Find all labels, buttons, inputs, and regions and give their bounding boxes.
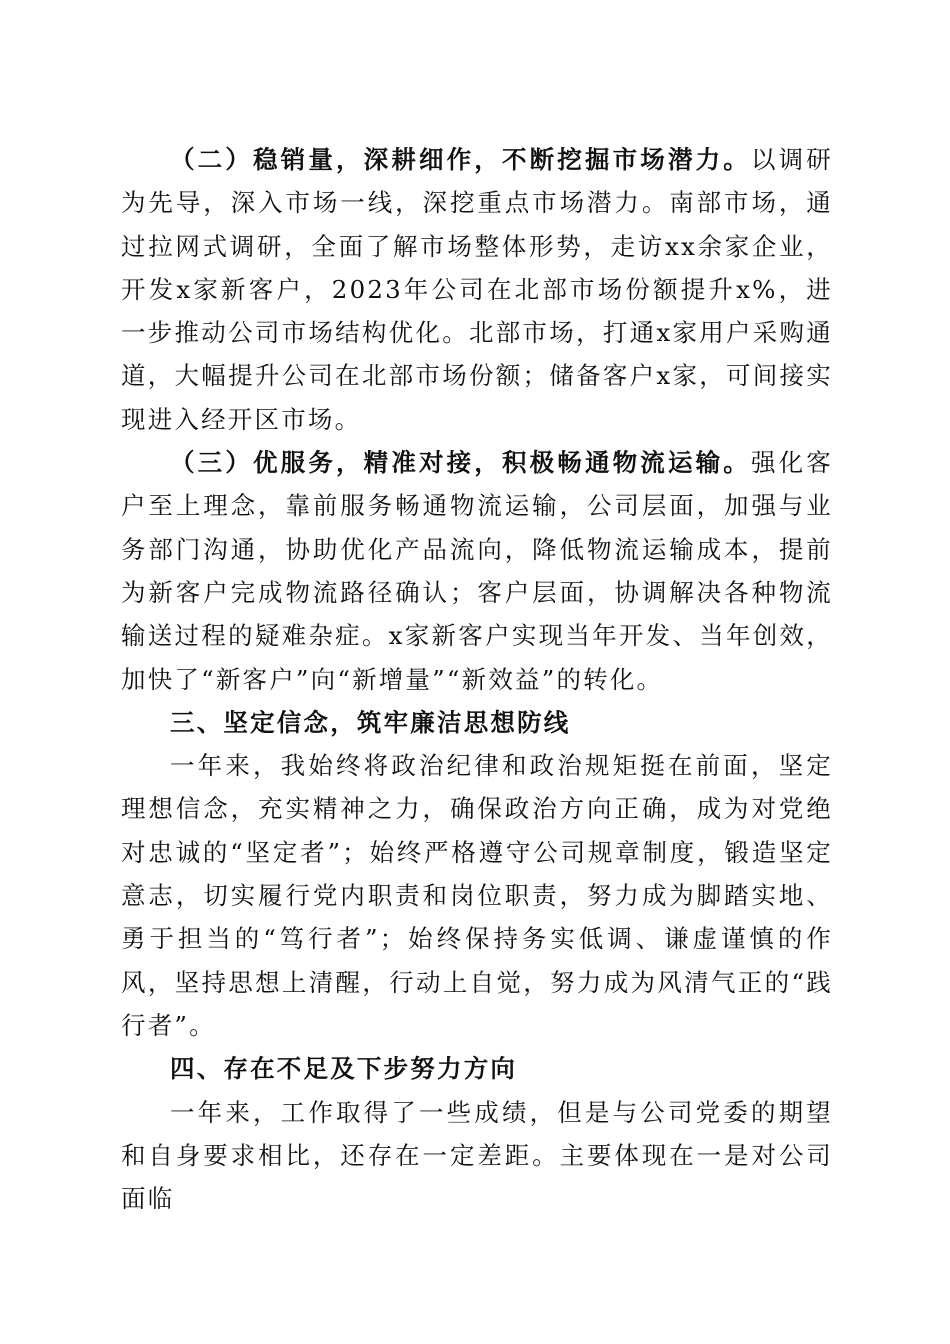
paragraph-firm-belief: 一年来，我始终将政治纪律和政治规矩挺在前面，坚定理想信念，充实精神之力，确保政治方向正确，成为对党绝对忠诚的“坚定者”；始终严格遵守公司规章制度，锻造坚定意志，切实履行党内职责和岗位职责，努力成为脚踏实地、勇于担当的“笃行者”；始终保持务实低调、谦虚谨慎的作风，坚持思想上清醒，行动上自觉，努力成为风清气正的“践行者”。 — [121, 751, 833, 1040]
document-page — [121, 138, 833, 1220]
paragraph-body: 强化客户至上理念，靠前服务畅通物流运输，公司层面，加强与业务部门沟通，协助优化产品流向，降低物流运输成本，提前为新客户完成物流路径确认；客户层面，协调解决各种物流输送过程的疑难杂症。x家新客户实现当年开发、当年创效，加快了“新客户”向“新增量”“新效益”的转化。 — [121, 448, 833, 694]
section-heading-3: 三、坚定信念，筑牢廉洁思想防线 — [170, 707, 571, 737]
paragraph-lead: （三）优服务，精准对接，积极畅通物流运输。 — [170, 448, 751, 478]
paragraph-shortcomings: 一年来，工作取得了一些成绩，但是与公司党委的期望和自身要求相比，还存在一定差距。主要体现在一是对公司面临 — [121, 1097, 833, 1214]
paragraph-stabilize-sales — [121, 138, 833, 441]
paragraph-lead: （二）稳销量，深耕细作，不断挖掘市场潜力。 — [170, 145, 751, 174]
section-heading-4: 四、存在不足及下步努力方向 — [170, 1054, 518, 1084]
paragraph-body: 以调研为先导，深入市场一线，深挖重点市场潜力。南部市场，通过拉网式调研，全面了解市场整体形势，走访xx余家企业，开发x家新客户，2023年公司在北部市场份额提升x%，进一步推动公司市场结构优化。北部市场，打通x家用户采购通道，大幅提升公司在北部市场份额；储备客户x家，可间接实现进入经开区市场。 — [121, 145, 833, 434]
paragraph-optimize-service — [121, 441, 833, 701]
